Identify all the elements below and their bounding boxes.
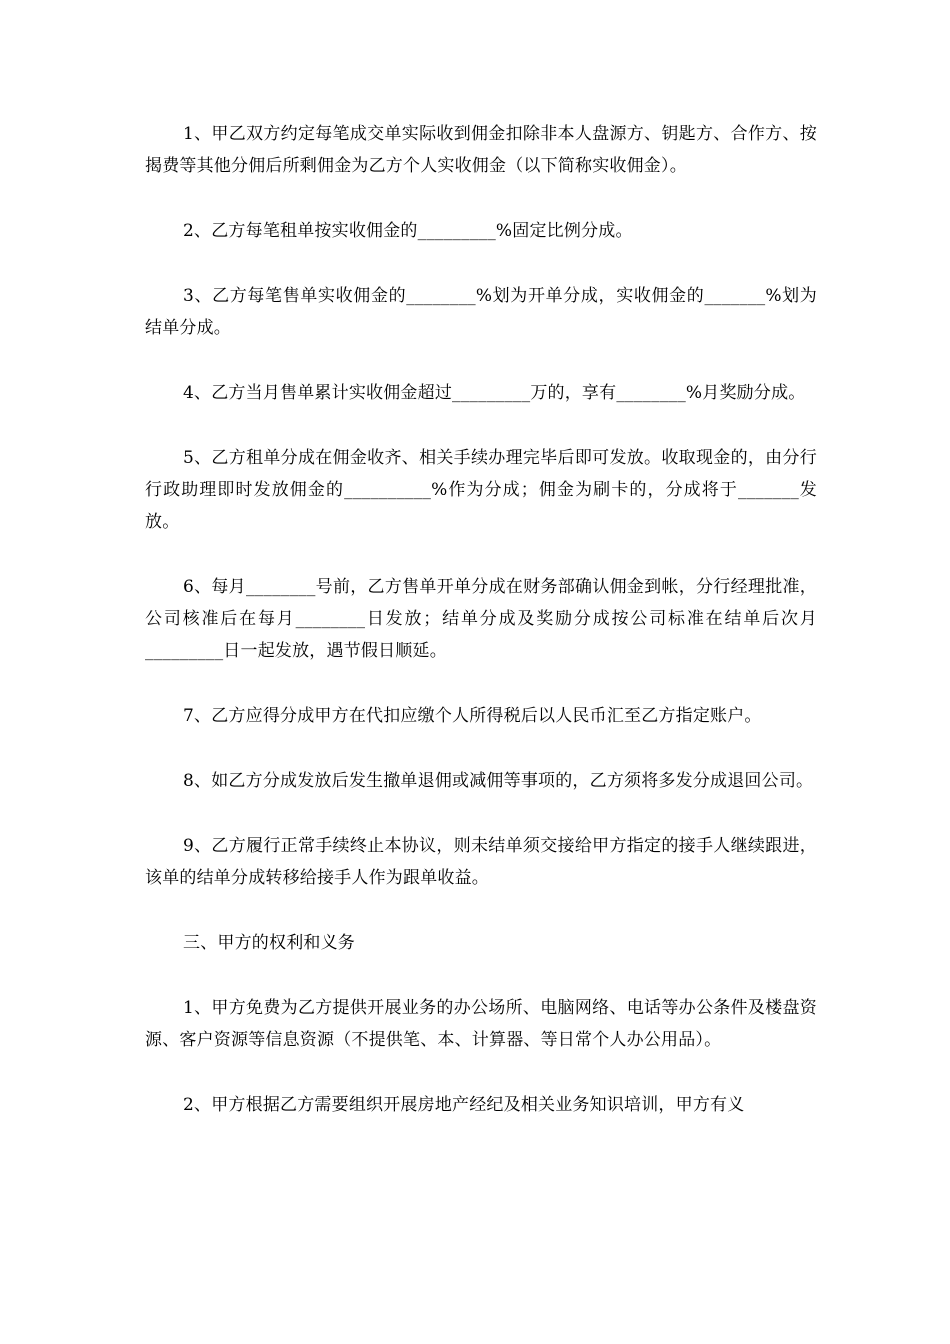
paragraph-clause-6: 6、每月________号前，乙方售单开单分成在财务部确认佣金到帐，分行经理批准，公司核准后在每月________日发放；结单分成及奖励分成按公司标准在结单后次月_________日一起发放，遇节假日顺延。 bbox=[145, 577, 817, 661]
paragraph-clause-4: 4、乙方当月售单累计实收佣金超过_________万的，享有________%月奖励分成。 bbox=[183, 383, 806, 403]
paragraph-clause-5: 5、乙方租单分成在佣金收齐、相关手续办理完毕后即可发放。收取现金的，由分行行政助理即时发放佣金的__________%作为分成；佣金为刷卡的，分成将于_______发放。 bbox=[145, 448, 817, 532]
paragraph-clause-3: 3、乙方每笔售单实收佣金的________%划为开单分成，实收佣金的_______%划为结单分成。 bbox=[145, 286, 817, 338]
paragraph-clause-1: 1、甲乙双方约定每笔成交单实际收到佣金扣除非本人盘源方、钥匙方、合作方、按揭费等其他分佣后所剩佣金为乙方个人实收佣金（以下简称实收佣金）。 bbox=[145, 124, 817, 176]
paragraph-clause-2: 2、乙方每笔租单按实收佣金的_________%固定比例分成。 bbox=[183, 221, 633, 241]
paragraph-section3-clause-2: 2、甲方根据乙方需要组织开展房地产经纪及相关业务知识培训，甲方有义 bbox=[183, 1095, 745, 1115]
document-page bbox=[145, 118, 817, 1154]
section-heading: 三、甲方的权利和义务 bbox=[183, 933, 355, 953]
paragraph-section3-clause-1: 1、甲方免费为乙方提供开展业务的办公场所、电脑网络、电话等办公条件及楼盘资源、客户资源等信息资源（不提供笔、本、计算器、等日常个人办公用品）。 bbox=[145, 998, 817, 1050]
paragraph-clause-7: 7、乙方应得分成甲方在代扣应缴个人所得税后以人民币汇至乙方指定账户。 bbox=[183, 706, 762, 726]
paragraph-clause-9: 9、乙方履行正常手续终止本协议，则未结单须交接给甲方指定的接手人继续跟进，该单的结单分成转移给接手人作为跟单收益。 bbox=[145, 836, 817, 888]
paragraph-clause-8: 8、如乙方分成发放后发生撤单退佣或减佣等事项的，乙方须将多发分成退回公司。 bbox=[183, 771, 814, 791]
